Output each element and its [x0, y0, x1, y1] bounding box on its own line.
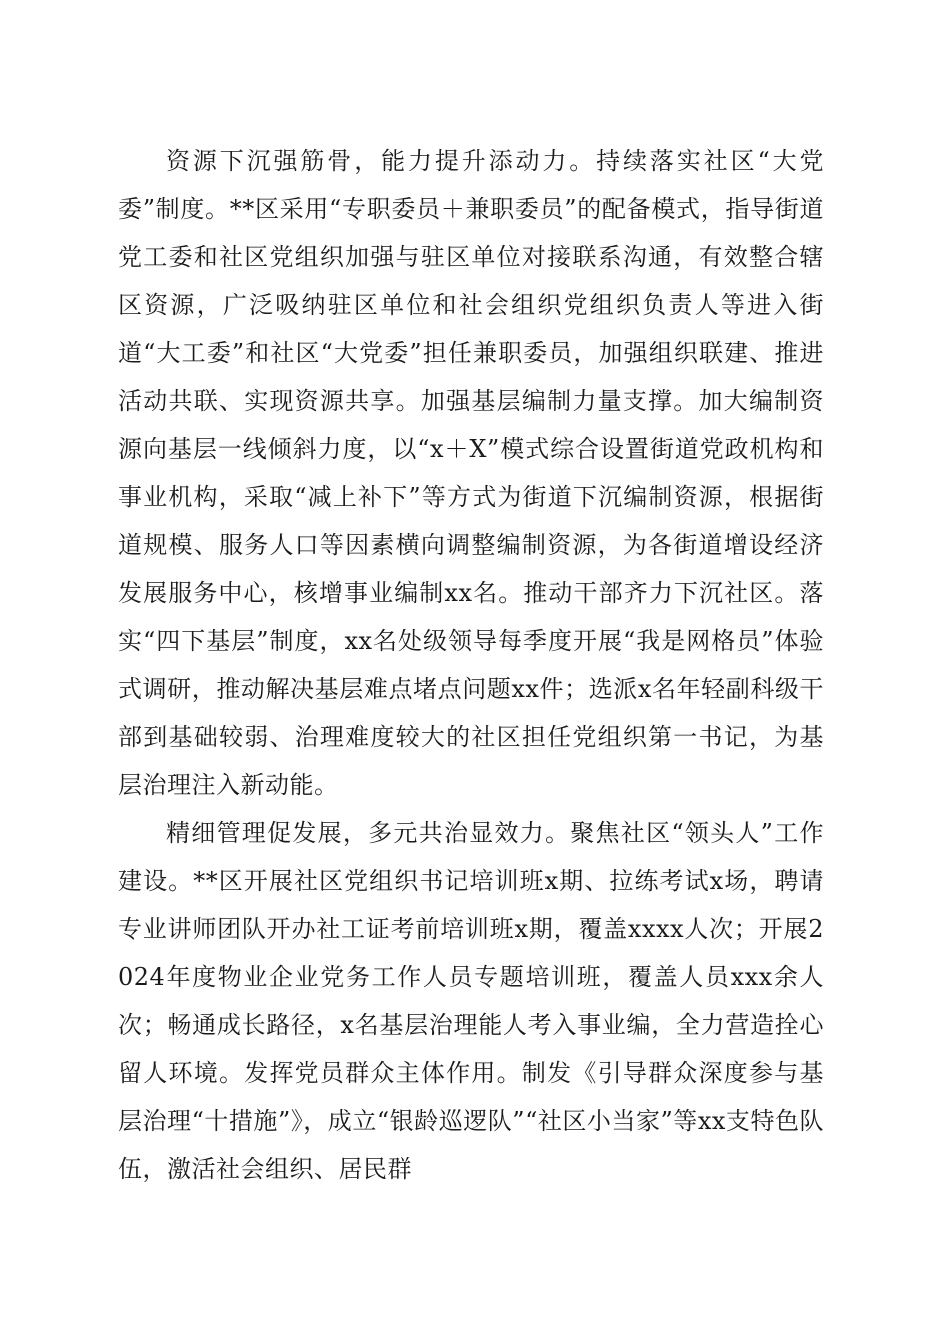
paragraph-resource-sinking: 资源下沉强筋骨，能力提升添动力。持续落实社区“大党委”制度。**区采用“专职委员＋兼职委员”的配备模式，指导街道党工委和社区党组织加强与驻区单位对接联系沟通，有效整合辖区资源，广泛吸纳驻区单位和社会组织党组织负责人等进入街道“大工委”和社区“大党委”担任兼职委员，加强组织联建、推进活动共联、实现资源共享。加强基层编制力量支撑。加大编制资源向基层一线倾斜力度，以“x＋X”模式综合设置街道党政机构和事业机构，采取“减上补下”等方式为街道下沉编制资源，根据街道规模、服务人口等因素横向调整编制资源，为各街道增设经济发展服务中心，核增事业编制xx名。推动干部齐力下沉社区。落实“四下基层”制度，xx名处级领导每季度开展“我是网格员”体验式调研，推动解决基层难点堵点问题xx件；选派x名年轻副科级干部到基础较弱、治理难度较大的社区担任党组织第一书记，为基层治理注入新动能。 [118, 147, 824, 799]
paragraph-fine-management: 精细管理促发展，多元共治显效力。聚焦社区“领头人”工作建设。**区开展社区党组织书记培训班x期、拉练考试x场，聘请专业讲师团队开办社工证考前培训班x期，覆盖xxxx人次；开展2024年度物业企业党务工作人员专题培训班，覆盖人员xxx余人次；畅通成长路径，x名基层治理能人考入事业编，全力营造拴心留人环境。发挥党员群众主体作用。制发《引导群众深度参与基层治理“十措施”》，成立“银龄巡逻队”“社区小当家”等xx支特色队伍，激活社会组织、居民群 [118, 819, 824, 1183]
document-body [118, 137, 824, 1193]
